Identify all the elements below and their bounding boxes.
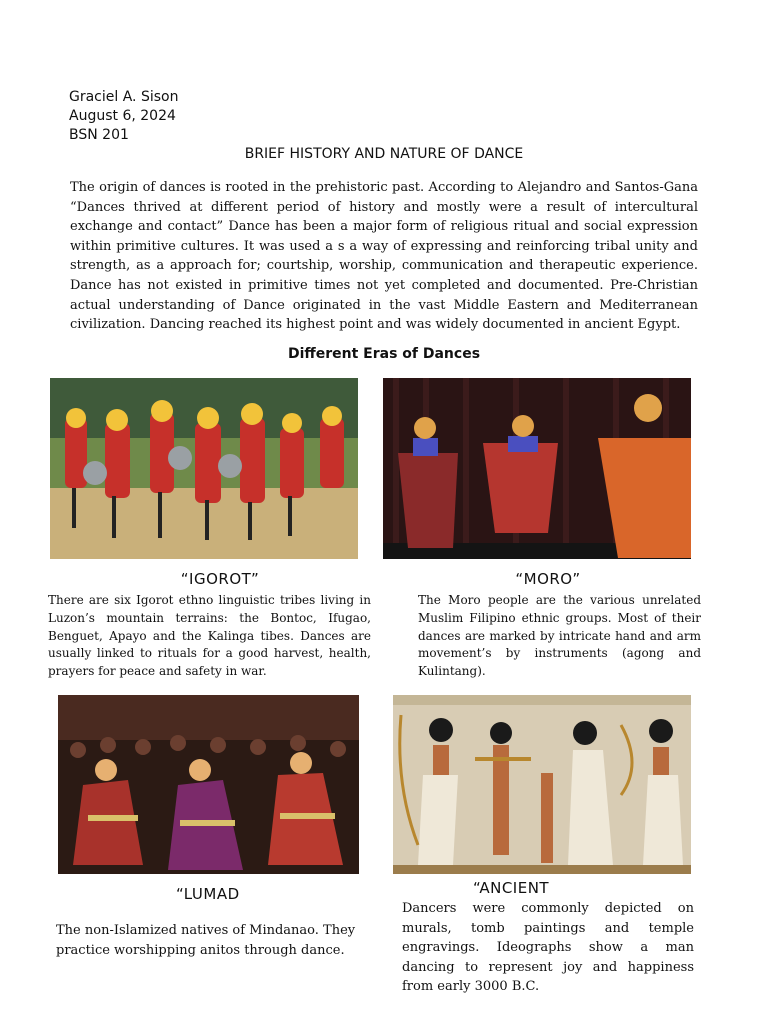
- lumad-description: The non-Islamized natives of Mindanao. They practice worshipping anitos through dance.: [56, 923, 356, 958]
- igorot-description: There are six Igorot ethno linguistic tribes living in Luzon’s mountain terrains: the Bontoc, Ifugao, Benguet, Apayo and the Kalinga tibes. Dances are usually linked to rituals for a good harvest, health, prayers for peace and safety in war.: [48, 593, 371, 679]
- lumad-dance-photo: [58, 695, 359, 874]
- ancient-title: “ANCIENT: [473, 879, 550, 897]
- document-date: August 6, 2024: [69, 108, 176, 124]
- document-title: BRIEF HISTORY AND NATURE OF DANCE: [244, 146, 524, 162]
- igorot-dance-photo: [50, 378, 358, 559]
- ancient-mural-photo: [393, 695, 691, 874]
- section-heading: Different Eras of Dances: [287, 346, 481, 362]
- intro-paragraph: The origin of dances is rooted in the prehistoric past. According to Alejandro and Santos-Gana “Dances thrived at different period of history and mostly were a result of intercultural exchange and contact” Dance has been a major form of religious ritual and social expression within primitive cultures. It was used a s a way of expressing and reinforcing tribal unity and strength, as a approach for; courtship, worship, communication and therapeutic experience. Dance has not existed in primitive times not yet completed and documented. Pre-Christian actual understanding of Dance originated in the vast Middle Eastern and Mediterranean civilization. Dancing reached its highest point and was widely documented in ancient Egypt.: [70, 180, 698, 333]
- course-section: BSN 201: [69, 127, 129, 143]
- author-name: Graciel A. Sison: [69, 89, 179, 105]
- moro-description: The Moro people are the various unrelated Muslim Filipino ethnic groups. Most of their dances are marked by intricate hand and arm movement’s by instruments (agong and Kulintang).: [418, 593, 701, 679]
- ancient-description: Dancers were commonly depicted on murals, tomb paintings and temple engravings. Ideographs show a man dancing to represent joy and happiness from early 3000 B.C.: [402, 901, 694, 995]
- moro-dance-photo: [383, 378, 691, 559]
- igorot-title: “IGOROT”: [180, 570, 260, 588]
- moro-title: “MORO”: [515, 570, 581, 588]
- lumad-title: “LUMAD: [176, 885, 240, 903]
